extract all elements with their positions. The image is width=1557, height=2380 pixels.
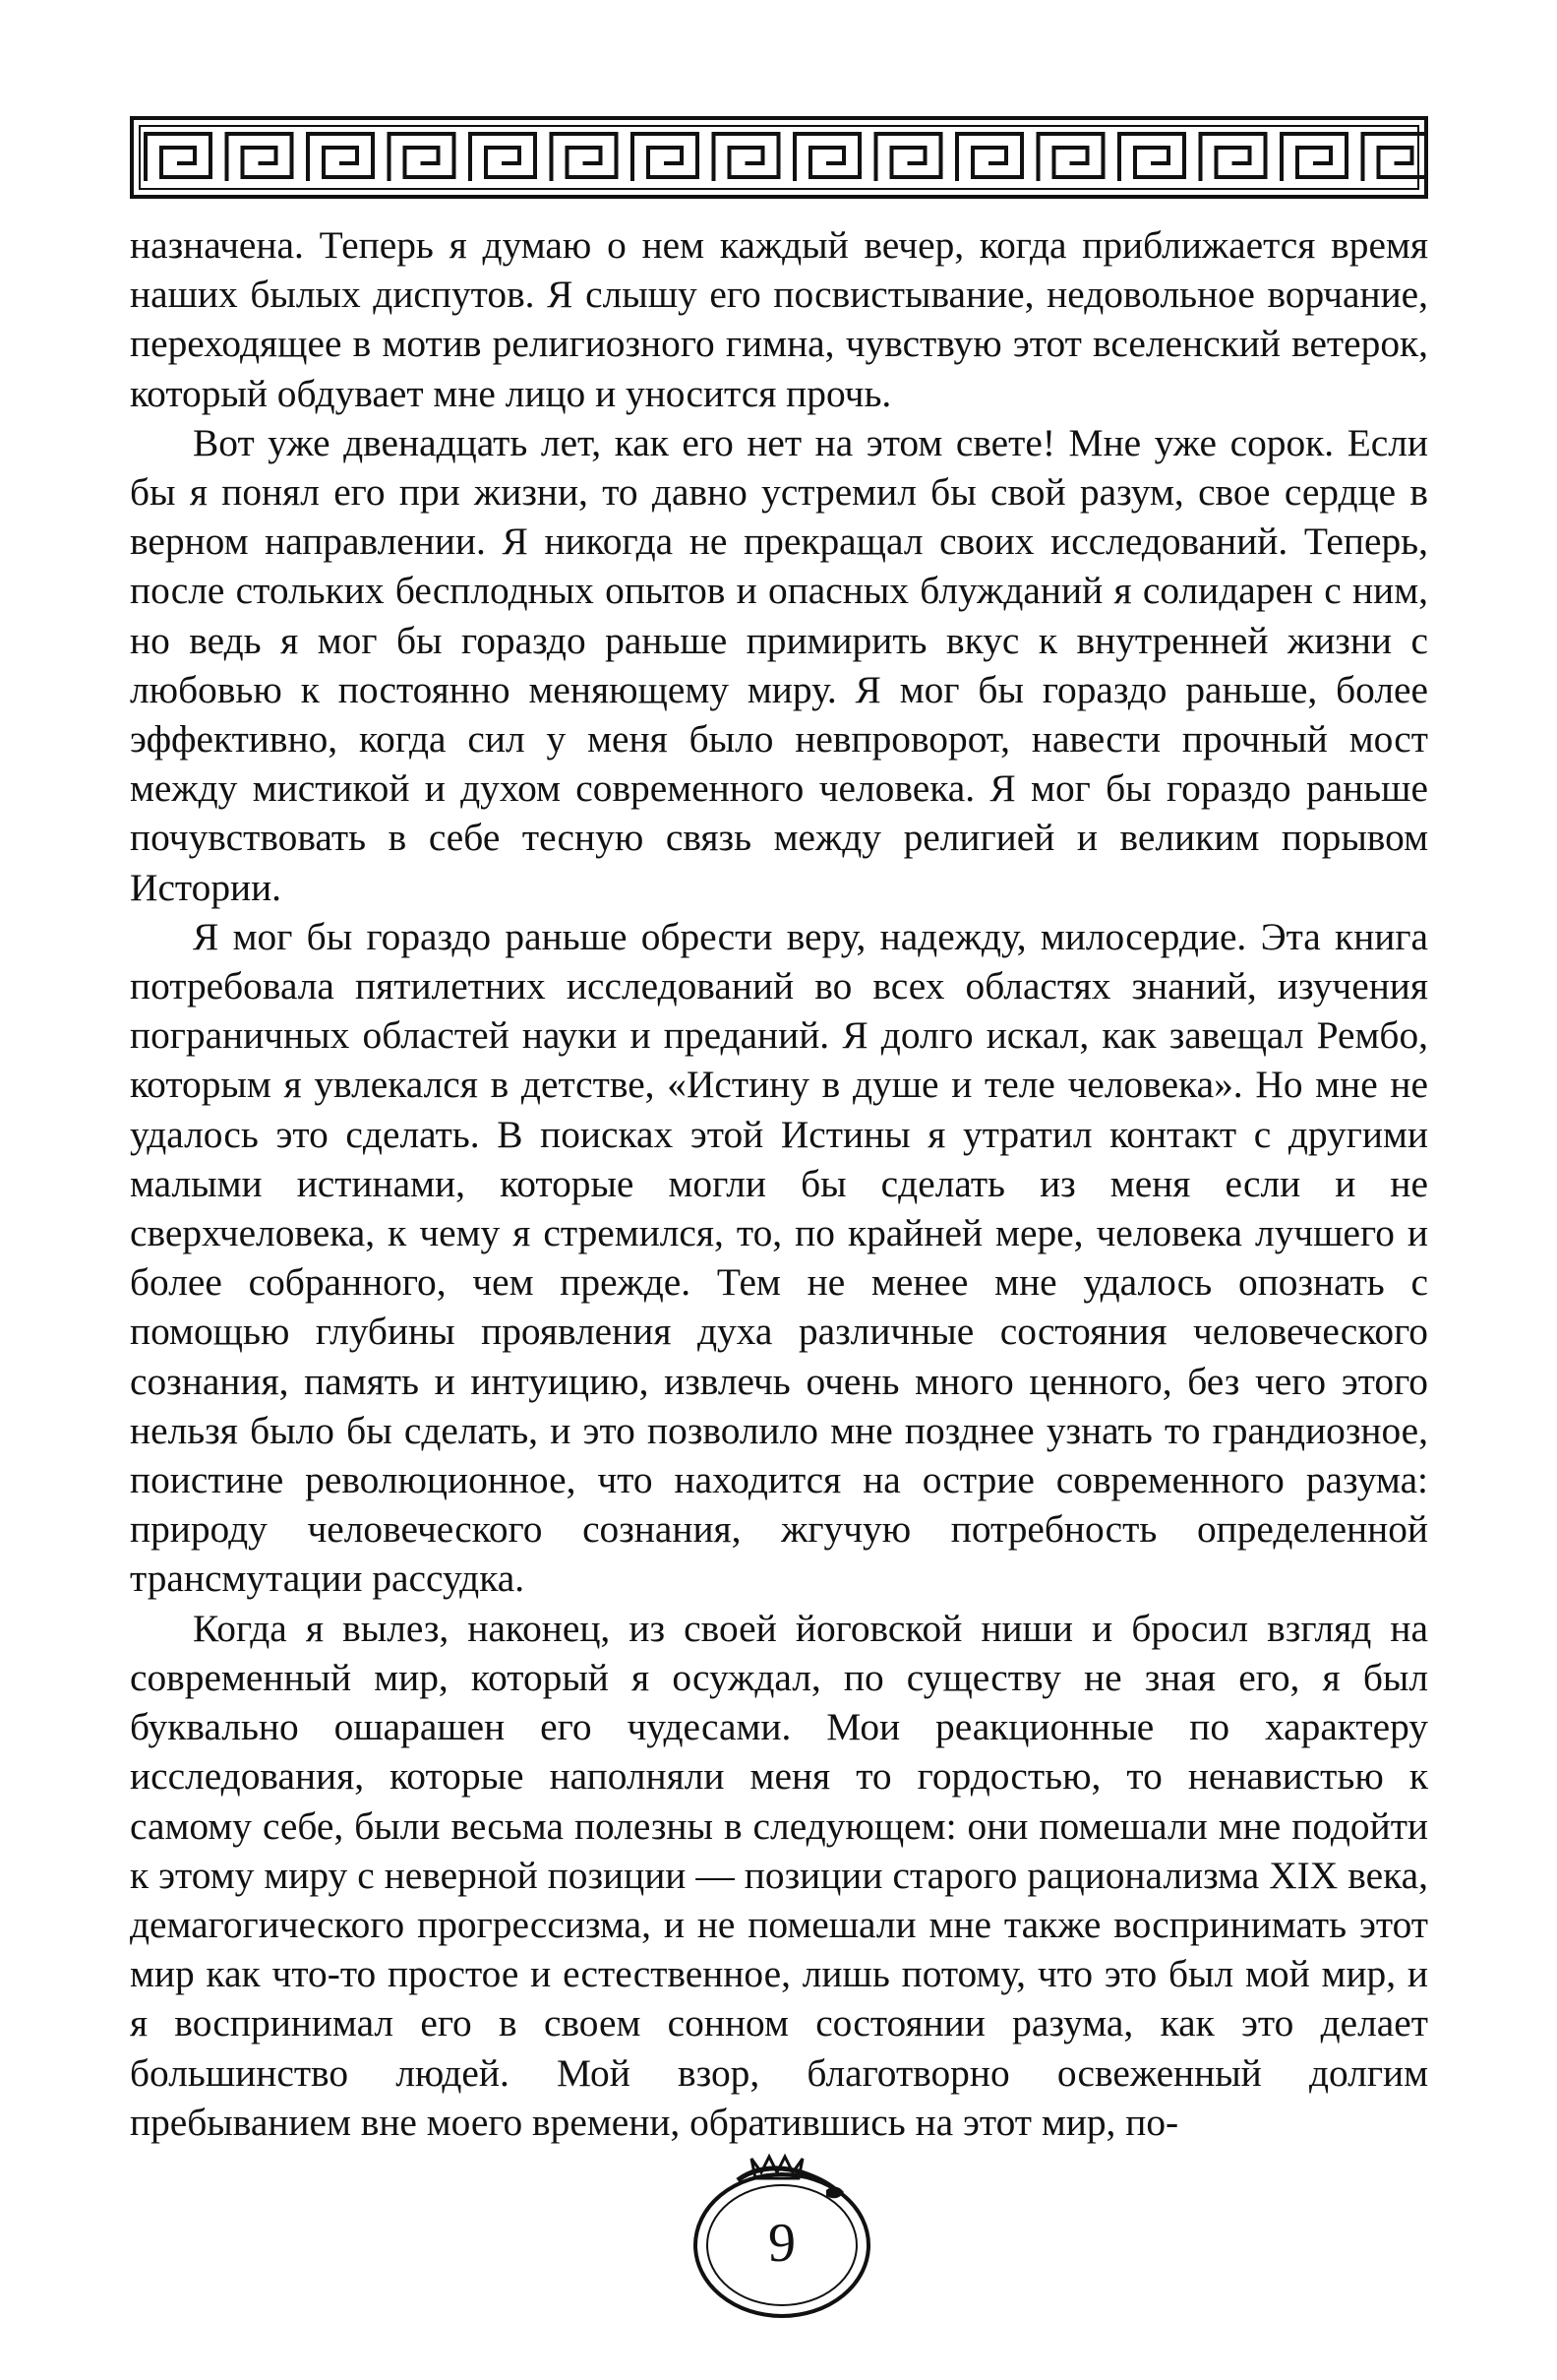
paragraph-2: Вот уже двенадцать лет, как его нет на этом свете! Мне уже сорок. Если бы я понял его при жизни, то давно устремил бы свой разум, свое сердце в верном направлении. Я никогда не прекращал своих исследований. Теперь, после стольких бесплодных опытов и опасных блужданий я солидарен с ним, но ведь я мог бы гораздо раньше примирить вкус к внутренней жизни с любовью к постоянно меняющему миру. Я мог бы гораздо раньше, более эффективно, когда сил у меня было невпроворот, навести прочный мост между мистикой и духом современного человека. Я мог бы гораздо раньше почувствовать в себе тесную связь между религией и великим порывом Истории. (130, 420, 1428, 909)
meander-unit (389, 134, 454, 181)
meander-unit (552, 134, 617, 181)
meander-unit (876, 134, 941, 181)
meander-unit (714, 134, 779, 181)
meander-unit (1039, 134, 1104, 181)
meander-unit (227, 134, 292, 181)
meander-unit (308, 134, 373, 181)
page-number: 9 (768, 2213, 796, 2274)
meander-unit (957, 134, 1022, 181)
meander-unit (146, 134, 210, 181)
meander-unit (632, 134, 697, 181)
meander-unit (470, 134, 535, 181)
meander-unit (1119, 134, 1184, 181)
paragraph-3: Я мог бы гораздо раньше обрести веру, надежду, милосердие. Эта книга потребовала пятилетних исследований во всех областях знаний, изучения пограничных областей науки и преданий. Я долго искал, как завещал Рембо, которым я увлекался в детстве, «Истину в душе и теле человека». Но мне не удалось это сделать. В поисках этой Истины я утратил контакт с другими малыми истинами, которые могли бы сделать из меня если и не сверхчеловека, к чему я стремился, то, по крайней мере, человека лучшего и более собранного, чем прежде. Тем не менее мне удалось опознать с помощью глубины проявления духа различные состояния человеческого сознания, память и интуицию, извлечь очень много ценного, без чего этого нельзя было бы сделать, и это позволило мне позднее узнать то грандиозное, поистине революционное, что находится на острие современного разума: природу человеческого сознания, жгучую потребность определенной трансмутации рассудка. (130, 914, 1428, 1601)
paragraph-1: назначена. Теперь я думаю о нем каждый вечер, когда приближается время наших былых диспутов. Я слышу его посвистывание, недовольное ворчание, переходящее в мотив религиозного гимна, чувствую этот вселенский ветерок, который обдувает мне лицо и уносится прочь. (130, 223, 1428, 415)
meander-unit (1282, 134, 1347, 181)
greek-key-meander-icon (130, 116, 1428, 199)
main-text (130, 220, 1428, 2147)
meander-unit (1201, 134, 1266, 181)
meander-unit (795, 134, 860, 181)
paragraph-4: Когда я вылез, наконец, из своей йоговской ниши и бросил взгляд на современный мир, который я осуждал, по существу не зная его, я был буквально ошарашен его чудесами. Мои реакционные по характеру исследования, которые наполняли меня то гордостью, то ненавистью к самому себе, были весьма полезны в следующем: они помешали мне подойти к этому миру с неверной позиции — позиции старого рационализма XIX века, демагогического прогрессизма, и не помешали мне также воспринимать этот мир как что-то простое и естественное, лишь потому, что это был мой мир, и я воспринимал его в своем сонном состоянии разума, как это делает большинство людей. Мой взор, благотворно освеженный долгим пребыванием вне моего времени, обратившись на этот мир, по- (130, 1606, 1428, 2144)
